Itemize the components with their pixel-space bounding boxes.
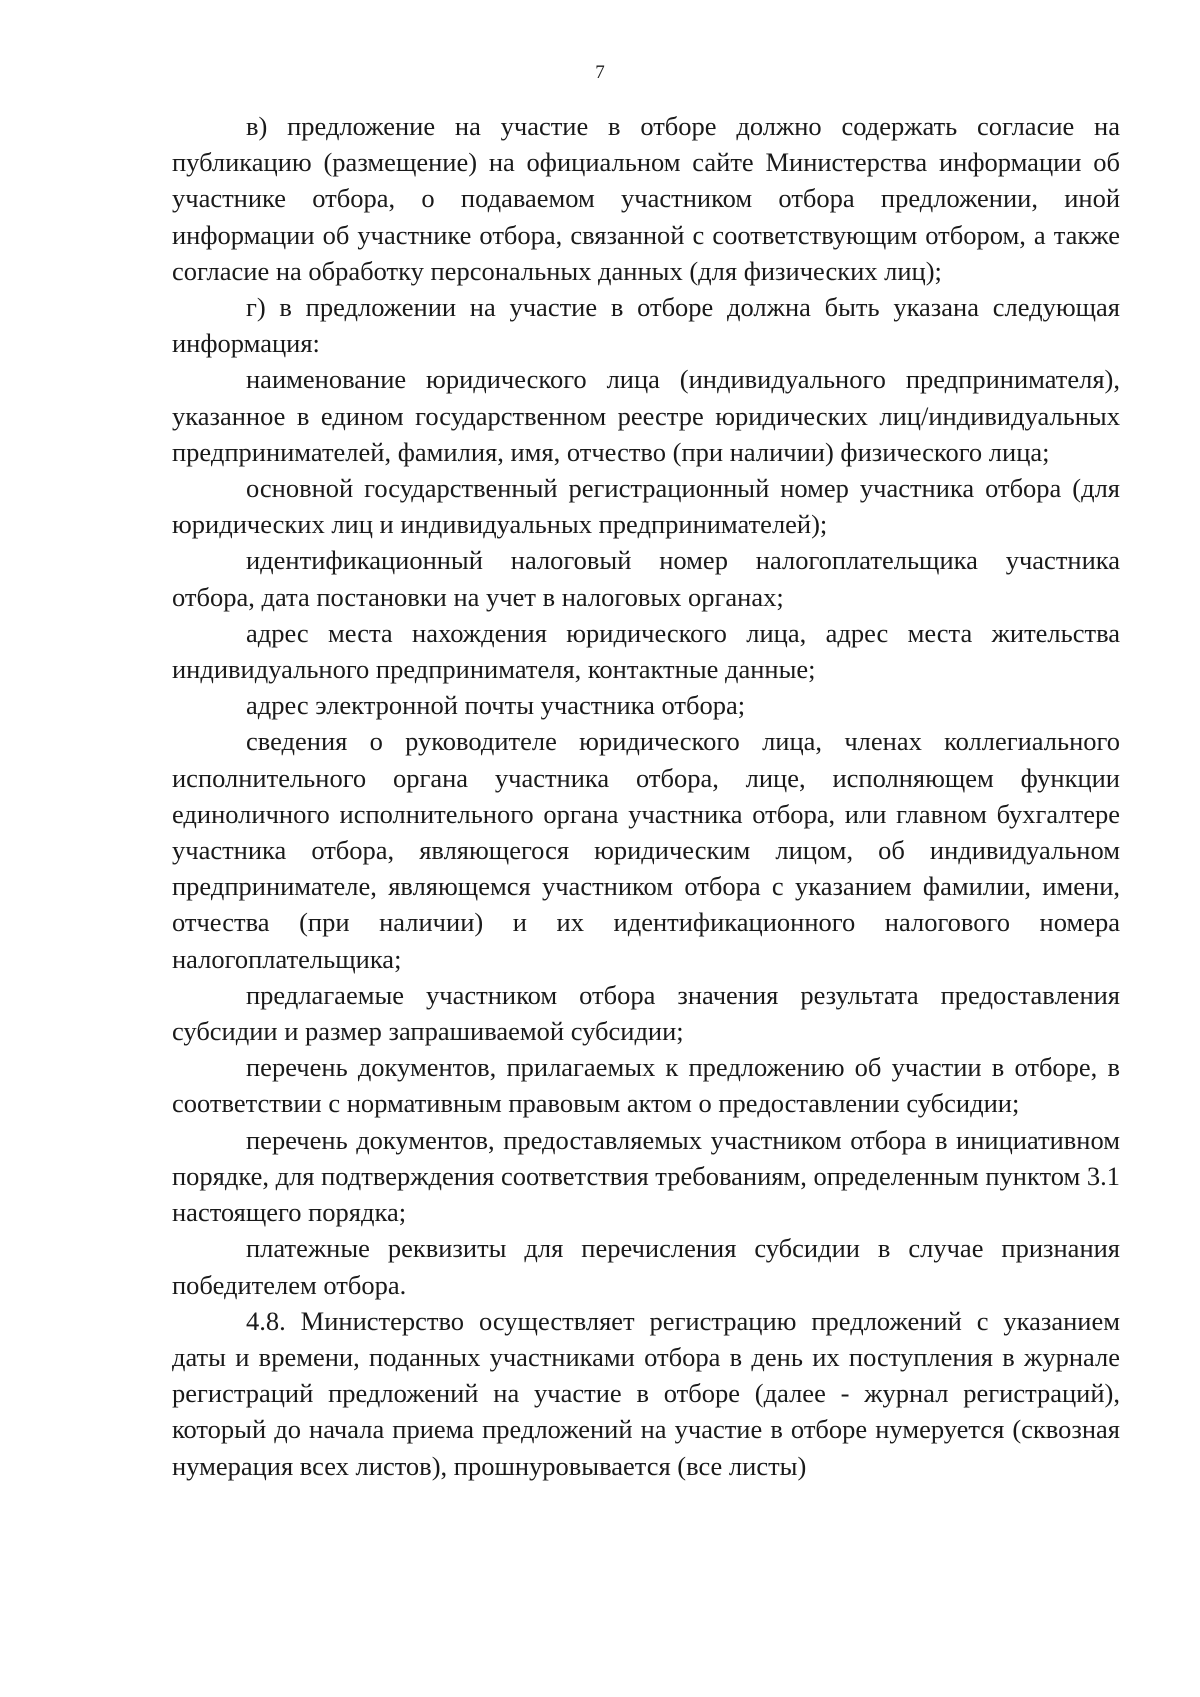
paragraph-legal-entity-name: наименование юридического лица (индивидуального предпринимателя), указанное в едином государственном реестре юридических лиц/индивидуальных предпринимателей, фамилия, имя, отчество (при наличии) физического лица; bbox=[172, 364, 1120, 467]
paragraph-address: адрес места нахождения юридического лица, адрес места жительства индивидуального предпринимателя, контактные данные; bbox=[172, 617, 1120, 685]
page-number: 7 bbox=[595, 62, 605, 83]
paragraph-management-info: сведения о руководителе юридического лица, членах коллегиального исполнительного органа участника отбора, лице, исполняющем функции единоличного исполнительного органа участника отбора, или главном бухгалтере участника отбора, являющегося юридическим лицом, об индивидуальном предпринимателе, являющемся участником отбора с указанием фамилии, имени, отчества (при наличии) и их идентификационного налогового номера налогоплательщика; bbox=[172, 726, 1120, 974]
paragraph-initiative-documents: перечень документов, предоставляемых участником отбора в инициативном порядке, для подтверждения соответствия требованиям, определенным пунктом 3.1 настоящего порядка; bbox=[172, 1124, 1120, 1228]
paragraph-attached-documents: перечень документов, прилагаемых к предложению об участии в отборе, в соответствии с нормативным правовым актом о предоставлении субсидии; bbox=[172, 1052, 1120, 1119]
paragraph-ogrn: основной государственный регистрационный номер участника отбора (для юридических лиц и индивидуальных предпринимателей); bbox=[172, 473, 1120, 540]
paragraph-section-4-8: 4.8. Министерство осуществляет регистрацию предложений с указанием даты и времени, поданных участниками отбора в день их поступления в журнале регистраций предложений на участие в отборе (далее - журнал регистраций), который до начала приема предложений на участие в отборе нумеруется (сквозная нумерация всех листов), прошнуровывается (все листы) bbox=[172, 1305, 1120, 1481]
paragraph-payment-details: платежные реквизиты для перечисления субсидии в случае признания победителем отбора. bbox=[172, 1233, 1120, 1300]
paragraph-item-g: г) в предложении на участие в отборе должна быть указана следующая информация: bbox=[172, 292, 1120, 359]
document-body bbox=[172, 108, 1120, 1484]
paragraph-item-v: в) предложение на участие в отборе должно содержать согласие на публикацию (размещение) на официальном сайте Министерства информации об участнике отбора, о подаваемом участником отбора предложении, иной информации об участнике отбора, связанной с соответствующим отбором, а также согласие на обработку персональных данных (для физических лиц); bbox=[172, 111, 1120, 286]
paragraph-inn: идентификационный налоговый номер налогоплательщика участника отбора, дата постановки на учет в налоговых органах; bbox=[172, 545, 1120, 612]
paragraph-email: адрес электронной почты участника отбора; bbox=[246, 690, 746, 721]
paragraph-result-values: предлагаемые участником отбора значения результата предоставления субсидии и размер запрашиваемой субсидии; bbox=[172, 979, 1120, 1047]
